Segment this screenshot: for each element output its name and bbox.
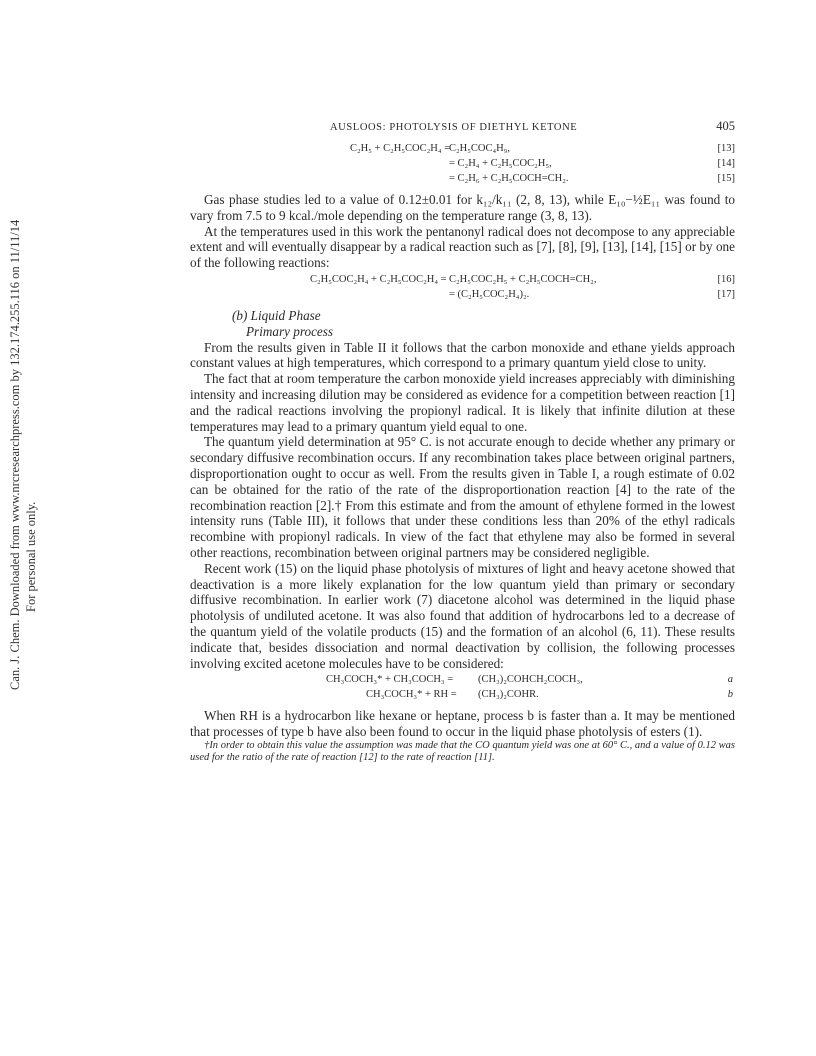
download-notice: Can. J. Chem. Downloaded from www.nrcresearchpress.com by 132.174.255.116 on 11/11/14 — [8, 219, 22, 690]
paragraph-gas-phase: Gas phase studies led to a value of 0.12±0.01 for k₁₂/k₁₁ (2, 8, 13), while E₁₀−½E₁₁ was found to vary from 7.5 to 9 kcal./mole depending on the temperature range (3, 8, 13). — [190, 192, 735, 223]
section-heading-liquid-phase: (b) Liquid Phase — [232, 307, 321, 323]
equation-row — [190, 272, 735, 287]
equation-number: [15] — [717, 173, 735, 184]
equation-row — [190, 141, 735, 156]
equation-row — [190, 287, 735, 302]
download-watermark — [2, 219, 42, 690]
paragraph-pentanonyl: At the temperatures used in this work the pentanonyl radical does not decompose to any appreciable extent and will eventually disappear by a radical reaction such as [7], [8], [9], [13], [14], [15] or by one of the following reactions: — [190, 223, 735, 271]
footnote: †In order to obtain this value the assumption was made that the CO quantum yield was one at 60° C., and a value of 0.12 was used for the ratio of the rate of reaction [12] to the rate of reaction [11]. — [190, 739, 735, 764]
equation-lhs: C₂H₅ + C₂H₅COC₂H₄ = — [350, 143, 451, 154]
subsection-heading-primary-process: Primary process — [246, 323, 334, 339]
equation-block-13-15 — [190, 141, 735, 186]
equation-rhs: (CH₃)₂COHCH₂COCH₃, — [478, 674, 583, 686]
equation-row — [190, 687, 735, 702]
paragraph-results: From the results given in Table II it follows that the carbon monoxide and ethane yields approach constant values at high temperatures, which correspond to a primary quantum yield close to unity. — [190, 339, 735, 371]
equation-lhs: CH₃COCH₃* + CH₃COCH₃ = — [326, 674, 454, 686]
running-title: AUSLOOS: PHOTOLYSIS OF DIETHYL KETONE — [330, 122, 578, 133]
page-number: 405 — [716, 119, 735, 133]
equation-row — [190, 156, 735, 171]
equation-row — [190, 672, 735, 687]
equation-rhs: = C₂H₄ + C₂H₅COC₂H₅, — [449, 158, 552, 169]
paragraph-room-temperature: The fact that at room temperature the carbon monoxide yield increases appreciably with diminishing intensity and increasing dilution may be considered as evidence for a competition between reaction [1] and the radical reactions involving the propionyl radical. It is likely that infinite dilution at these temperatures may lead to a primary quantum yield equal to one. — [190, 371, 735, 434]
equation-lhs: C₂H₅COC₂H₄ + C₂H₅COC₂H₄ = — [310, 273, 447, 285]
equation-label: a — [727, 674, 733, 686]
equation-number: [17] — [717, 288, 735, 300]
equation-rhs: = (C₂H₅COC₂H₄)₂. — [449, 288, 530, 300]
equation-lhs: CH₃COCH₃* + RH = — [366, 689, 457, 701]
paragraph-hydrocarbon: When RH is a hydrocarbon like hexane or heptane, process b is faster than a. It may be mentioned that processes of type b have also been found to occur in the liquid phase photolysis of esters (1). — [190, 708, 735, 740]
paragraph-quantum-yield: The quantum yield determination at 95° C. is not accurate enough to decide whether any primary or secondary diffusive recombination occurs. If any recombination takes place between original partners, disproportionation ought to occur as well. From the results given in Table I, a rough estimate of 0.02 can be obtained for the ratio of the rate of the disproportionation reaction [4] to the rate of the recombination reaction [2].† From this estimate and from the amount of ethylene formed in the lowest intensity runs (Table III), it follows that under these conditions less than 20% of the ethyl radicals recombine with propionyl radicals. In view of the fact that ethylene may also be formed in several other reactions, recombination between original partners may be considered negligible. — [190, 434, 735, 560]
equation-rhs: C₂H₅COC₂H₅ + C₂H₅COCH=CH₂, — [449, 273, 597, 285]
equation-number: [14] — [717, 158, 735, 169]
equation-row — [190, 171, 735, 186]
equation-rhs: = C₂H₆ + C₂H₅COCH=CH₂. — [449, 173, 569, 184]
page-body — [190, 140, 735, 765]
equation-block-a-b — [190, 672, 735, 702]
equation-rhs: C₂H₅COC₄H₉, — [449, 143, 511, 154]
equation-label: b — [727, 689, 733, 701]
personal-use-notice: For personal use only. — [24, 501, 38, 612]
equation-number: [13] — [717, 143, 735, 154]
paragraph-recent-work: Recent work (15) on the liquid phase photolysis of mixtures of light and heavy acetone showed that deactivation is a more likely explanation for the low quantum yield than primary or secondary diffusive recombination. In earlier work (7) diacetone alcohol was determined in the liquid phase photolysis of undiluted acetone. It was also found that addition of hydrocarbons led to a decrease of the quantum yield of the volatile products (15) and the formation of an alcohol (6, 11). These results indicate that, besides dissociation and normal deactivation by collision, the following processes involving excited acetone molecules have to be considered: — [190, 560, 735, 671]
equation-block-16-17 — [190, 272, 735, 302]
equation-rhs: (CH₃)₂COHR. — [478, 689, 539, 701]
running-header — [190, 119, 735, 135]
equation-number: [16] — [717, 273, 735, 285]
